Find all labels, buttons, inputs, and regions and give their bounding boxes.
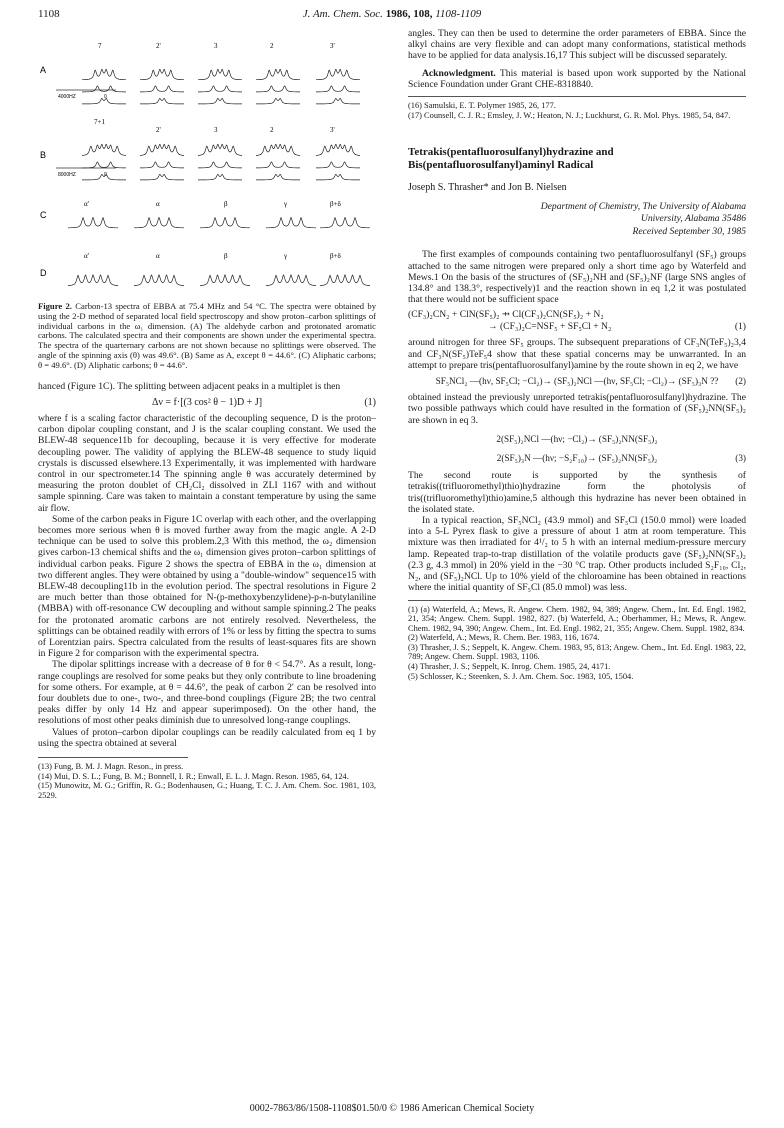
right-paragraph-3: around nitrogen for three SF₅ groups. The subsequent preparations of CF₃N(TeF₅)₂3,4 and CF₃N(SF₅)TeF₅4 show that these spatial concerns may be unwarranted. In an attempt to prepare tris(pentafluorosulfanyl)amine by the route shown in eq 2, we have — [408, 337, 746, 371]
peak-label-b-3: 3 — [214, 126, 218, 134]
spectrum-row-d-peak-5 — [320, 275, 370, 286]
component-row-a-5 — [316, 98, 360, 104]
peak-label-c-1: α' — [84, 200, 89, 208]
peak-label-b-5: 3' — [330, 126, 335, 134]
right-paragraph-4: obtained instead the previously unreported tetrakis(pentafluorosulfanyl)hydrazine. The two possible pathways which could have resulted in the formation of (SF₅)₂NN(SF₅)₂ are shown in eq 3. — [408, 392, 746, 426]
spectrum-row-a-peak-1 — [82, 69, 126, 79]
peak-label-c-4: γ — [284, 200, 288, 208]
peak-label-d-5: β+δ — [330, 252, 341, 260]
component-row-b-5 — [316, 174, 360, 180]
calc-spectrum-row-a-1 — [82, 86, 126, 92]
footnote-2: (2) Waterfeld, A.; Mews, R. Chem. Ber. 1983, 116, 1674. — [408, 633, 600, 643]
row-label-c: C — [40, 210, 47, 220]
left-paragraph-1: hanced (Figure 1C). The splitting between adjacent peaks in a multiplet is then — [38, 380, 341, 392]
equation-1-number: (1) — [364, 396, 376, 408]
article-title: Tetrakis(pentafluorosulfanyl)hydrazine and Bis(pentafluorosulfanyl)aminyl Radical — [408, 146, 614, 172]
calc-spectrum-row-b-3 — [198, 162, 242, 168]
equation-1 — [38, 397, 376, 408]
left-paragraph-5: Values of proton–carbon dipolar couplings can be readily calculated from eq 1 by using the spectra obtained at several — [38, 726, 376, 749]
nmr-spectra-figure — [38, 28, 376, 300]
spectrum-row-b-peak-3 — [198, 144, 242, 155]
peak-label-d-3: β — [224, 252, 228, 260]
page-footer: 0002-7863/86/1508-1108$01.50/0 © 1986 American Chemical Society — [249, 1103, 535, 1114]
spectrum-row-c-peak-2 — [134, 218, 184, 228]
reaction-3-number: (3) — [735, 453, 746, 464]
scale-label-b: 8000HZ — [58, 172, 76, 178]
footnote-13: (13) Fung, B. M. J. Magn. Reson., in press. — [38, 762, 184, 772]
caption-text: Carbon-13 spectra of EBBA at 75.4 MHz and 54 °C. The spectra were obtained by using the 2-D method of separated local field spectroscopy and show proton–carbon splittings of individual carbons in the ω₁ dimension. (A) The aldehyde carbon and protonated aromatic carbons. The calculated spectra and their components are shown under the experimental spectra. The spectra of the quarternary carbons are not shown because no splittings were observed. The angle of the spinning axis (θ) was 49.6°. (B) Same as A, except θ = 44.6°. (C) Aliphatic carbons; θ = 49.6°. (D) Aliphatic carbons; θ = 44.6°. — [38, 301, 377, 370]
reaction-2-body: SF₅NCl₂ —(hν, SF₅Cl; −Cl₂)→ (SF₅)₂NCl —(hν, SF₅Cl; −Cl₂)→ (SF₅)₃N ?? — [435, 376, 719, 387]
footnote-15: (15) Munowitz, M. G.; Griffin, R. G.; Bodenhausen, G.; Huang, T. C. J. Am. Chem. Soc. 1981, 103, 2529. — [38, 781, 376, 800]
figure-caption — [38, 302, 376, 371]
calc-spectrum-row-a-3 — [198, 86, 242, 92]
reaction-3b — [408, 453, 746, 464]
left-column — [38, 28, 376, 800]
spectrum-row-a-peak-2 — [140, 69, 184, 79]
component-row-b-3 — [198, 174, 242, 180]
reaction-2-number: (2) — [735, 376, 746, 387]
peak-label-d-4: γ — [284, 252, 288, 260]
peak-label-c-3: β — [224, 200, 228, 208]
affiliation-line-2: University, Alabama 35486 — [640, 212, 746, 224]
row-label-d: D — [40, 268, 47, 278]
right-column — [408, 28, 746, 681]
peak-label-b-4: 2 — [270, 126, 274, 134]
reaction-1 — [408, 309, 746, 333]
calc-spectrum-row-a-2 — [140, 86, 184, 92]
reaction-1-line-1: (CF₃)₂CN₂ + ClN(SF₅)₂ ⇸ Cl(CF₃)₂CN(SF₅)₂ + N₂ — [408, 309, 604, 321]
equation-1-body: Δν = f·[(3 cos² θ − 1)D + J] — [151, 396, 263, 408]
row-label-a: A — [40, 65, 47, 75]
spectrum-row-c-peak-3 — [200, 218, 250, 228]
reaction-3a — [408, 434, 746, 445]
journal-citation — [38, 8, 746, 20]
received-date: Received September 30, 1985 — [632, 226, 746, 238]
peak-label-c-5: β+δ — [330, 200, 341, 208]
spectrum-row-b-peak-4 — [256, 144, 300, 155]
footnote-4: (4) Thrasher, J. S.; Seppelt, K. Inrog. Chem. 1985, 24, 4171. — [408, 662, 611, 672]
calc-spectrum-row-b-5 — [316, 162, 360, 168]
spectrum-row-b-peak-1 — [82, 144, 126, 155]
article-authors: Joseph S. Thrasher* and Jon B. Nielsen — [408, 182, 567, 194]
peak-label-c-2: α — [156, 200, 160, 208]
calc-spectrum-row-b-4 — [256, 162, 300, 168]
component-row-a-2 — [140, 98, 184, 104]
right-paragraph-6: In a typical reaction, SF₅NCl₂ (43.9 mmol) and SF₅Cl (150.0 mmol) were loaded into a 5-L Pyrex flask to give a pressure of about 1 atm at room temperature. This mixture was then irradiated for 4¹/₂ to 5 h with an internal medium-pressure mercury lamp. Repeated trap-to-trap distillation of the volatile products gave (SF₅)₂NN(SF₅)₂ (2.3 g, 4.3 mmol) in 20% yield in the −30 °C trap. Other products included S₂F₁₀, Cl₂, N₂, and (SF₅)₂NCl. Up to 10% yield of the chloroamine has been obtained in reactions where the initial quantity of SF₅Cl (85.0 mmol) was less. — [408, 515, 746, 594]
spectrum-row-b-peak-2 — [140, 144, 184, 155]
component-row-a-4 — [256, 98, 300, 104]
calc-spectrum-row-a-4 — [256, 86, 300, 92]
acknowledgment — [408, 68, 746, 90]
left-paragraph-3: Some of the carbon peaks in Figure 1C overlap with each other, and the overlapping becomes more serious when θ is moved further away from the magic angle. A 2-D technique can be used to solve this problem.2,3 With this method, the ω₂ dimension gives carbon-13 chemical shifts and the ω₁ dimension gives proton–carbon splittings of individual carbon peaks. Figure 2 shows the spectra of EBBA in the ω₁ dimension at two different angles. They were obtained by using a "double-window" sequence15 with BLEW-48 decoupling11b in the evolution period. The spectral resolutions in Figure 2 are much better than those obtained for N-(p-methoxybenzylidene)-p-n-butylaniline (MBBA) with off-resonance CW decoupling and without sample spinning.2 The peaks for the protonated aromatic carbons are not entirely resolved. Nevertheless, the splittings can be obtained readily with errors of 1% or less by fitting the spectra to sums of Lorentzian pairs. Spectra calculated from the results of least-squares fits are shown in Figure 2 for comparison with the experimental spectra. — [38, 513, 376, 660]
spectrum-row-c-peak-5 — [320, 218, 370, 228]
peak-label-a-2: 2' — [156, 42, 161, 50]
reaction-2 — [408, 376, 746, 387]
peak-label-b-2: 2' — [156, 126, 161, 134]
left-paragraph-2: where f is a scaling factor characteristic of the decoupling sequence, D is the proton–carbon dipolar coupling constant, and J is the scalar coupling constant. We used the BLEW-48 sequence11b for decoupling, because it is very effective for moderate decoupling power. The validity of applying the BLEW-48 sequence to study liquid crystals is discussed elsewhere.13 Experimentally, it was implemented with hardware control in our spectrometer.14 The spinning angle θ was accurately determined by measuring the proton doublet of CH₂Cl₂ dissolved in ZLI 1167 with and without sample spinning. Care was taken to maintain a constant temperature by using the same air flow. — [38, 412, 376, 514]
peak-label-d-1: α' — [84, 252, 89, 260]
journal-name: J. Am. Chem. Soc. — [302, 8, 383, 20]
scale-label-a: 4000HZ — [58, 94, 76, 100]
journal-year-volume: 1986, 108, — [385, 8, 433, 20]
row-label-b: B — [40, 150, 47, 160]
footnote-rule-right — [408, 96, 746, 97]
spectrum-row-d-peak-4 — [266, 275, 316, 286]
calc-spectrum-row-b-2 — [140, 162, 184, 168]
peak-label-a-5: 3' — [330, 42, 335, 50]
figure-2 — [38, 28, 376, 300]
right-paragraph-5: The second route is supported by the synthesis of tetrakis((trifluoromethyl)thio)hydrazine form the photolysis of tris((trifluoromethyl)thio)amine,5 although this hydrazine has never been obtained in the isolated state. — [408, 470, 746, 515]
author-affiliation — [408, 201, 746, 224]
page-number: 1108 — [38, 8, 60, 20]
spectrum-row-d-peak-3 — [200, 275, 250, 286]
spectrum-row-a-peak-4 — [256, 69, 300, 79]
right-paragraph-1: angles. They can then be used to determine the order parameters of EBBA. Since the alkyl chains are very flexible and can adopt many conformations, statistical methods have to be applied for data analysis.16,17 This subject will be discussed separately. — [408, 28, 746, 62]
spectrum-row-d-peak-2 — [134, 275, 184, 286]
reaction-1-line-2: → (CF₃)₂C=NSF₅ + SF₅Cl + N₂ — [488, 321, 612, 333]
reaction-3a-body: 2(SF₅)₂NCl —(hν; −Cl₂)→ (SF₅)₂NN(SF₅)₂ — [496, 433, 658, 444]
component-row-a-3 — [198, 98, 242, 104]
right-paragraph-2: The first examples of compounds containing two pentafluorosulfanyl (SF₅) groups attached to the same nitrogen were prepared only a short time ago by Waterfeld and Mews.1 On the basis of the structures of (SF₅)₂NH and (SF₅)₂NF (large SNS angles of 134.8° and 138.3°, respectively)1 and the reaction shown in eq 1,2 it was postulated that there would not be sufficient space — [408, 249, 746, 306]
page-header — [38, 8, 746, 24]
footnote-3: (3) Thrasher, J. S.; Seppelt, K. Angew. Chem. 1983, 95, 813; Angew. Chem., Int. Ed. Engl. 1983, 22, 789; Angew. Chem. Suppl. 1983, 1106. — [408, 642, 746, 662]
component-row-b-2 — [140, 174, 184, 180]
spectrum-row-a-peak-5 — [316, 69, 360, 79]
peak-label-d-2: α — [156, 252, 160, 260]
acknowledgment-text: This material is based upon work supported by the National Science Foundation under Grant CHE-8318840. — [408, 67, 746, 90]
acknowledgment-label: Acknowledgment. — [422, 67, 496, 79]
calc-spectrum-row-b-1 — [82, 162, 126, 168]
spectrum-row-c-peak-4 — [266, 218, 316, 228]
footnote-16: (16) Samulski, E. T. Polymer 1985, 26, 177. — [408, 101, 556, 111]
footnote-14: (14) Mui, D. S. L.; Fung, B. M.; Bonnell, I. R.; Enwall, E. L. J. Magn. Reson. 1985, 64, 124. — [38, 771, 349, 781]
footnote-17: (17) Counsell, C. J. R.; Emsley, J. W.; Heaton, N. J.; Luckhurst, G. R. Mol. Phys. 1985, 54, 847. — [408, 110, 731, 120]
reaction-3b-body: 2(SF₅)₃N —(hν; −S₂F₁₀)→ (SF₅)₂NN(SF₅)₂ — [496, 453, 658, 464]
caption-label: Figure 2. — [38, 301, 72, 311]
footnote-1: (1) (a) Waterfeld, A.; Mews, R. Angew. Chem. 1982, 94, 389; Angew. Chem., Int. Ed. Engl. 1982, 21, 354; Angew. Chem. Suppl. 1982, 827. (b) Waterfeld, A.; Oberhammer, H.; Mews, R. Angew. Chem. 1982, 94, 390; Angew. Chem., Int. Ed. Engl. 1982, 21, 355; Angew. Chem. Suppl. 1982, 834. — [408, 604, 746, 633]
calc-spectrum-row-a-5 — [316, 86, 360, 92]
left-paragraph-4: The dipolar splittings increase with a decrease of θ for θ < 54.7°. As a result, long-range couplings are resolved for some peaks but they only contribute to line broadening for some others. For example, at θ = 44.6°, the peak of carbon 2′ can be resolved into four doublets due to one-, two-, and three-bond couplings (Figure 2B; the two central peaks differ by only 14 Hz and appear superimposed). On the other hand, the resolutions of most other peaks diminish due to unresolved long-range couplings. — [38, 659, 376, 727]
footnote-rule-right-2 — [408, 600, 746, 601]
scale-tick-a: 0 — [104, 94, 107, 100]
peak-label-a-3: 3 — [214, 42, 218, 50]
spectrum-row-c-peak-1 — [68, 218, 118, 228]
footnote-rule — [38, 757, 188, 758]
component-row-b-4 — [256, 174, 300, 180]
scale-tick-b: 0 — [104, 172, 107, 178]
journal-pages: 1108-1109 — [435, 8, 482, 20]
spectrum-row-d-peak-1 — [68, 275, 118, 286]
peak-label-a-4: 2 — [270, 42, 274, 50]
spectra-traces — [68, 69, 370, 285]
spectrum-row-b-peak-5 — [316, 144, 360, 155]
spectrum-row-a-peak-3 — [198, 69, 242, 79]
footnote-5: (5) Schlosser, K.; Steenken, S. J. Am. Chem. Soc. 1983, 105, 1504. — [408, 671, 634, 681]
affiliation-line-1: Department of Chemistry, The University of Alabama — [540, 201, 746, 213]
reaction-1-number: (1) — [734, 321, 746, 333]
peak-label-b-1: 7+1 — [94, 118, 105, 126]
peak-label-a-1: 7 — [98, 42, 102, 50]
